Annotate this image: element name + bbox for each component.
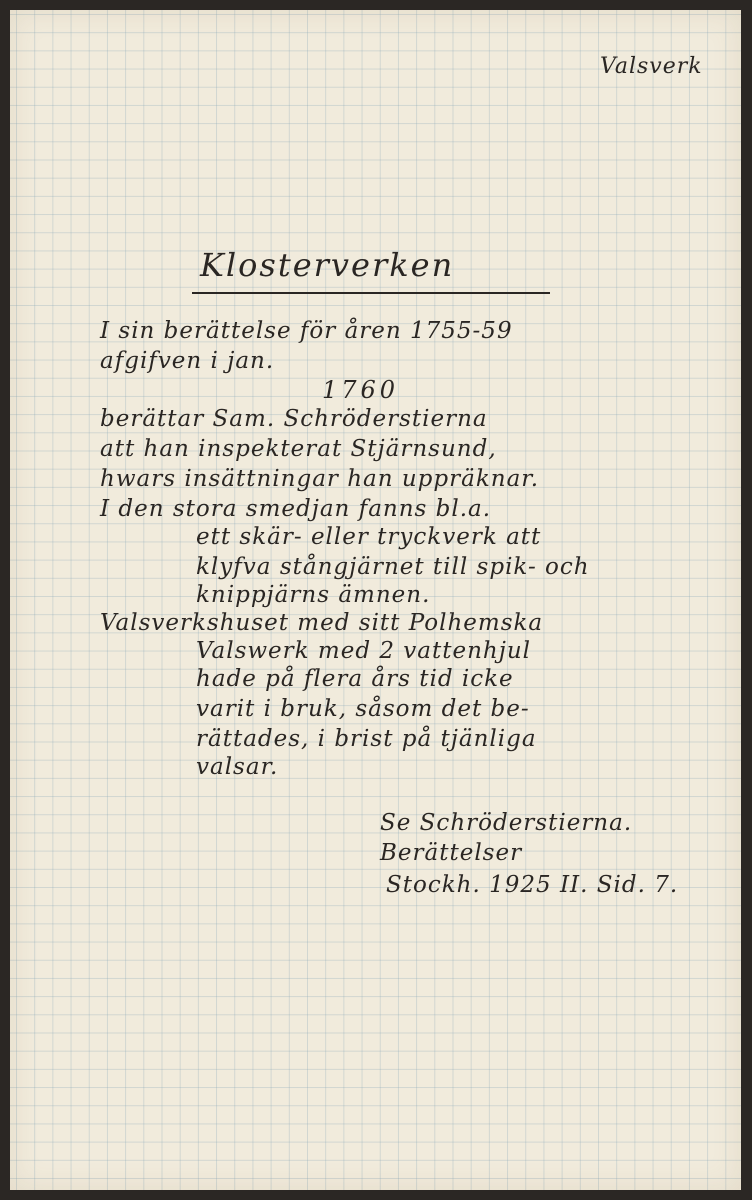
text-line: att han inspekterat Stjärnsund, xyxy=(100,436,497,462)
text-line-year: 1760 xyxy=(322,376,400,404)
text-line: Valswerk med 2 vattenhjul xyxy=(196,638,532,664)
text-line: hwars insättningar han uppräknar. xyxy=(100,466,540,492)
reference-line: Stockh. 1925 II. Sid. 7. xyxy=(386,872,679,898)
text-line: klyfva stångjärnet till spik- och xyxy=(196,554,590,580)
reference-line: Berättelser xyxy=(380,840,523,866)
text-line: ett skär- eller tryckverk att xyxy=(196,524,542,550)
text-line: I sin berättelse för åren 1755-59 xyxy=(100,318,513,344)
text-line: hade på flera års tid icke xyxy=(196,666,514,692)
text-line: valsar. xyxy=(196,754,279,780)
title-underline xyxy=(192,292,550,294)
text-line: rättades, i brist på tjänliga xyxy=(196,726,537,752)
manuscript-page xyxy=(10,10,741,1190)
text-line: afgifven i jan. xyxy=(100,348,275,374)
text-line: knippjärns ämnen. xyxy=(196,582,431,608)
page-title: Klosterverken xyxy=(200,246,455,284)
text-line: Valsverkshuset med sitt Polhemska xyxy=(100,610,544,636)
reference-line: Se Schröderstierna. xyxy=(380,810,633,836)
text-line: berättar Sam. Schröderstierna xyxy=(100,406,488,432)
text-line: varit i bruk, såsom det be- xyxy=(196,696,530,722)
corner-note: Valsverk xyxy=(600,54,703,79)
text-line: I den stora smedjan fanns bl.a. xyxy=(100,496,492,522)
